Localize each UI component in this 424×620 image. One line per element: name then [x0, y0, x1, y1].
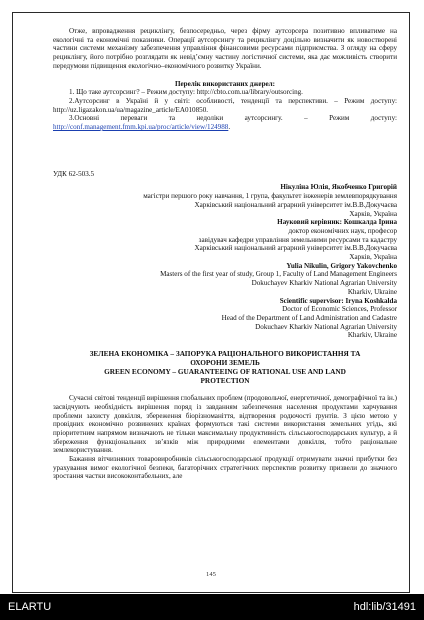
body-paragraph: Бажання вітчизняних товаровиробників сільськогосподарської продукції отримувати значні прибутки без урахування вимог екологічної безпеки, багаторічних стратегічних перспектив розвитку призвели до значного зростання частки висококонтабельних, але — [53, 455, 397, 481]
affiliation-line: Харків, Україна — [349, 209, 397, 218]
footer-bar — [0, 594, 424, 620]
udc-code: УДК 62-503.5 — [53, 169, 95, 178]
body-paragraph: Сучасні світові тенденції вирішення глобальних проблем (продовольчої, енергетичної, демографічної та ін.) засвідчують необхідність вирішення поряд із завданням забезпечення населення продуктами харчування проблеми захисту довкілля, збереження біорізноманіття, відтворення родючості ґрунтів. З цією метою у провідних економічно розвинених країнах формуються такі системи використання земельних угідь, які пріоритетним напрямом визначають не тільки максимальну продуктивність сільськогосподарських культур, а й збереження функціональних зв’язків між природними елементами довкілля, тобто раціональне землекористування. — [53, 394, 397, 455]
reference-item: 3.Основні переваги та недоліки аутсорсингу. – Режим доступу: http://conf.management.fmm.kpi.ua/proc/article/view/124988. — [53, 114, 397, 132]
supervisor-ua: Науковий керівник: Кошкалда Ірина — [277, 218, 397, 227]
supervisor-line: Харківський національний аграрний університет ім.В.В.Докучаєва — [194, 244, 397, 253]
supervisor-line: Kharkiv, Ukraine — [347, 331, 397, 340]
authors-en: Yulia Nikulin, Grigory Yakovchenko — [286, 261, 397, 270]
references-heading: Перелік використаних джерел: — [174, 79, 276, 88]
supervisor-line: Харків, Україна — [349, 253, 397, 262]
affiliation-line: Kharkiv, Ukraine — [347, 287, 397, 296]
footer-repository-name: ELARTU — [8, 601, 52, 613]
supervisor-line: Doctor of Economic Sciences, Professor — [282, 305, 397, 314]
supervisor-line: завідувач кафедри управління земельними ресурсами та кадастру — [198, 235, 397, 244]
supervisor-line: доктор економічних наук, професор — [288, 226, 397, 235]
article-title-ua: ОХОРОНИ ЗЕМЕЛЬ — [190, 358, 260, 368]
reference-item: 2.Аутсорсинг в Україні й у світі: особливості, тенденції та перспективи. – Режим доступу: http://uz.ligazakon.ua/ua/magazine_article/EA010850. — [53, 96, 397, 114]
article-title-ua: ЗЕЛЕНА ЕКОНОМІКА – ЗАПОРУКА РАЦІОНАЛЬНОГО ВИКОРИСТАННЯ ТА — [89, 349, 361, 359]
supervisor-line: Head of the Department of Land Administration and Cadastre — [221, 313, 397, 322]
affiliation-line: Masters of the first year of study, Group 1, Faculty of Land Management Engineers — [160, 270, 397, 279]
supervisor-en: Scientific supervisor: Iryna Koshkalda — [279, 296, 397, 305]
supervisor-line: Dokuchaev Kharkiv National Agrarian University — [255, 322, 397, 331]
authors-ua: Нікуліна Юлія, Якобченко Григорій — [280, 183, 397, 192]
page-frame — [12, 12, 410, 593]
page-number: 145 — [206, 571, 216, 578]
article-title-en: PROTECTION — [200, 376, 250, 386]
footer-handle: hdl:lib/31491 — [353, 601, 416, 613]
reference-text: 3.Основні переваги та недоліки аутсорсингу. – Режим доступу: — [69, 114, 397, 123]
article-title-en: GREEN ECONOMY – GUARANTEEING OF RATIONAL USE AND LAND — [104, 367, 346, 377]
affiliation-line: Dokuchayev Kharkiv National Agrarian University — [251, 279, 397, 288]
affiliation-line: Харківський національний аграрний університет ім.В.В.Докучаєва — [194, 200, 397, 209]
intro-paragraph: Отже, впровадження рециклінгу, безпосередньо, через фірму аутсорсера позитивно впливатиме на екологічні та економічні показники. Операції аутсорсингу та рециклінгу доцільно визначити як новостворені частини системи механізму забезпечення управління фінансовими ресурсами підприємства. З огляду на сферу рециклінгу, його потрібно розглядати як невід’ємну частину логістичної системи, яка дає можливість створити передумови підвищення екологічно–економічного розвитку України. — [53, 27, 397, 70]
reference-item: 1. Що таке аутсорсинг? – Режим доступу: http://cbto.com.ua/library/outsorcing. — [69, 88, 303, 97]
document-page — [53, 27, 397, 481]
affiliation-line: магістри першого року навчання, 1 група, факультет інженерів землевпорядкування — [143, 192, 397, 201]
reference-link[interactable]: http://conf.management.fmm.kpi.ua/proc/article/view/124988 — [53, 123, 229, 132]
